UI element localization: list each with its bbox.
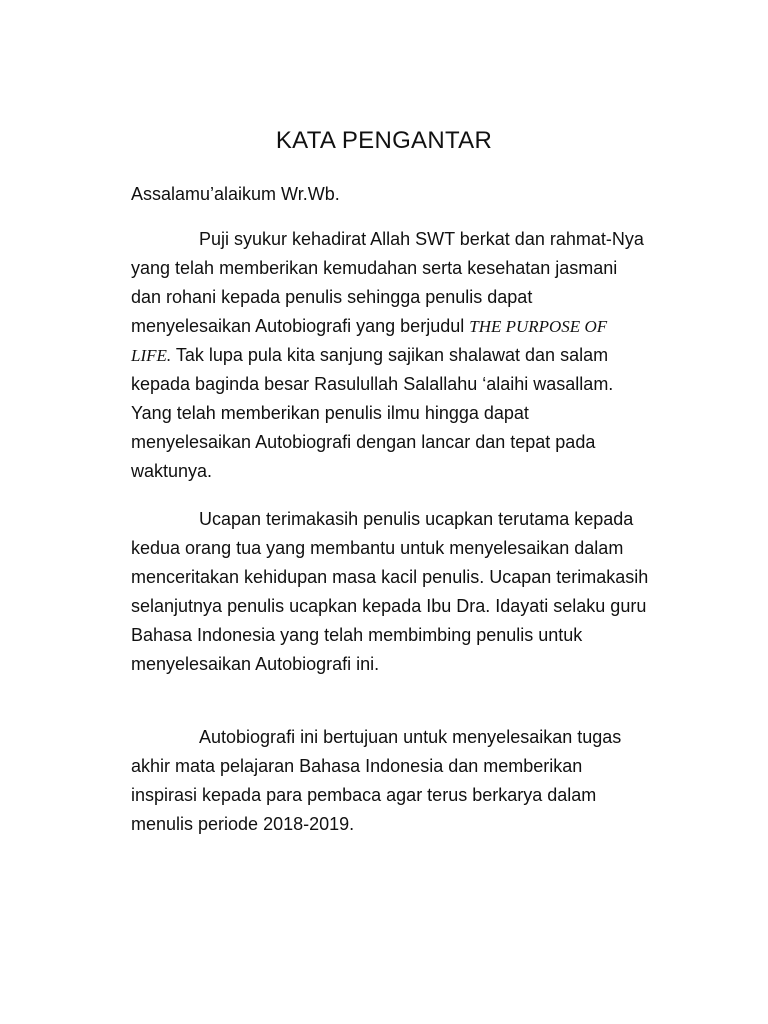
paragraph-acknowledgements: Ucapan terimakasih penulis ucapkan terutama kepada kedua orang tua yang membantu untuk menyelesaikan dalam menceritakan kehidupan masa kacil penulis. Ucapan terimakasih selanjutnya penulis ucapkan kepada Ibu Dra. Idayati selaku guru Bahasa Indonesia yang telah membimbing penulis untuk menyelesaikan Autobiografi ini. (131, 509, 649, 674)
paragraph-gratitude-to-god (131, 225, 651, 486)
book-title: THE PURPOSE OF LIFE. (131, 317, 608, 365)
paragraph-text-before-title: Puji syukur kehadirat Allah SWT berkat dan rahmat-Nya yang telah memberikan kemudahan serta kesehatan jasmani dan rohani kepada penulis sehingga penulis dapat menyelesaikan Autobiografi yang berjudul (131, 229, 644, 336)
greeting-text: Assalamu’alaikum Wr.Wb. (131, 184, 340, 204)
page-title: KATA PENGANTAR (275, 127, 493, 154)
paragraph-purpose: Autobiografi ini bertujuan untuk menyelesaikan tugas akhir mata pelajaran Bahasa Indonesia dan memberikan inspirasi kepada para pembaca agar terus berkarya dalam menulis periode 2018-2019. (131, 727, 622, 834)
paragraph-text-after-title: Tak lupa pula kita sanjung sajikan shalawat dan salam kepada baginda besar Rasulullah Salallahu ‘alaihi wasallam. Yang telah memberikan penulis ilmu hingga dapat menyelesaikan Autobiografi dengan lancar dan tepat pada waktunya. (131, 345, 614, 481)
